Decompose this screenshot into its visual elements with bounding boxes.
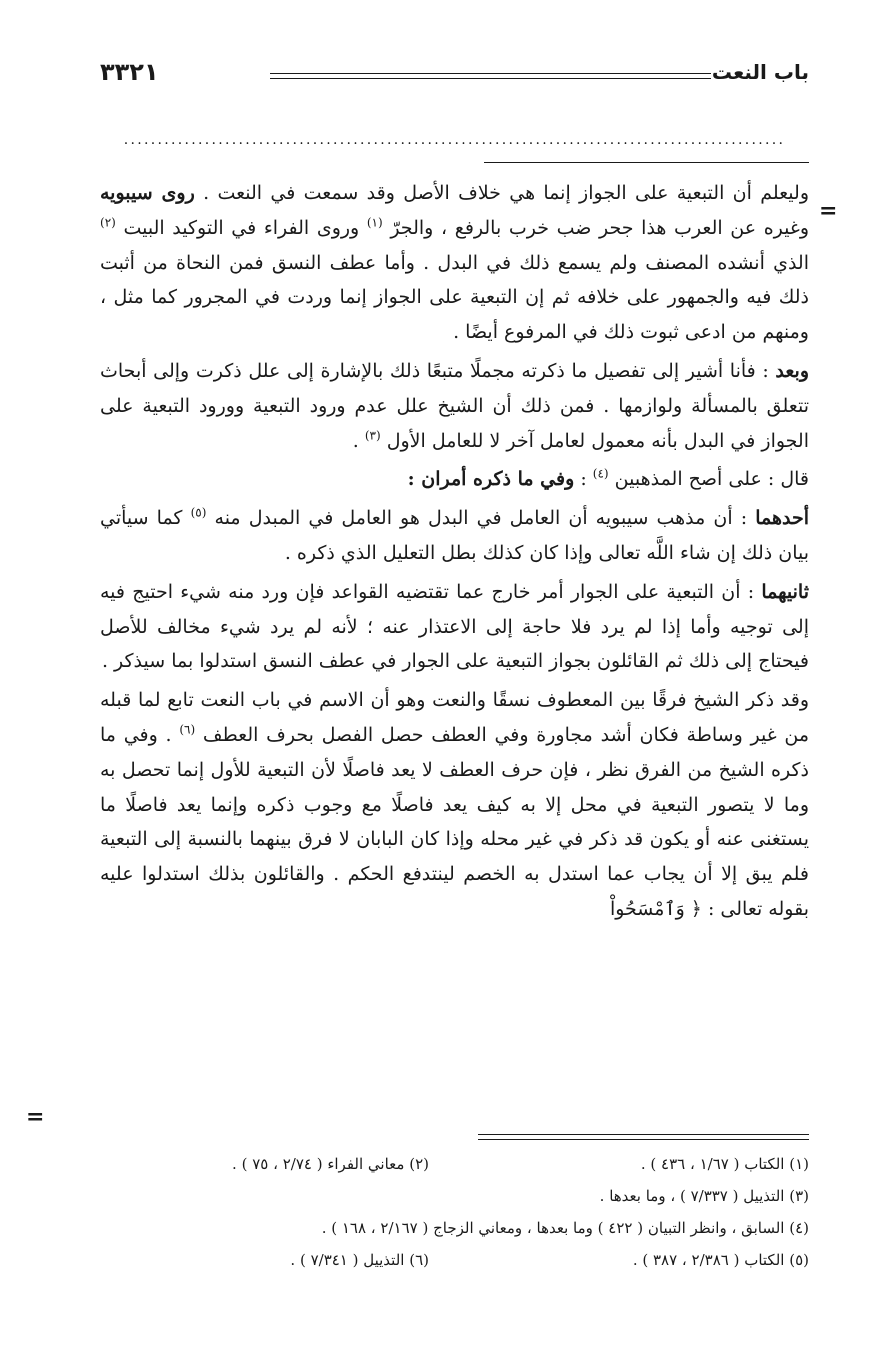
footnote: (١) الكتاب ( ١/٦٧ ، ٤٣٦ ) . — [640, 1155, 809, 1173]
text-span: قال : على أصح المذهبين — [614, 468, 809, 491]
running-header — [100, 56, 809, 96]
bold-term: وبعد — [775, 359, 809, 382]
continuation-mark-start: = — [819, 198, 838, 224]
bold-term: ثانيهما — [761, 580, 809, 603]
footnote-ref: (٥) — [190, 505, 207, 520]
text-span: وغيره عن العرب هذا جحر ضب خرب بالرفع ، والجرّ — [390, 216, 809, 239]
paragraph-1 — [100, 176, 809, 350]
footnote-rule-bottom — [478, 1139, 809, 1140]
footnote-line — [100, 1219, 809, 1237]
chapter-title: باب النعت — [711, 60, 809, 84]
text-span: الذي أنشده المصنف ولم يسمع ذلك في البدل . وأما عطف النسق فمن النحاة من أثبت ذلك فيه والجمهور على خلافه ثم إن التبعية على الجواز إنما وردت في المجرور كما مثل ، ومنهم من ادعى ثبوت ذلك في المرفوع أيضًا . — [100, 251, 809, 344]
footnote-ref: (٤) — [592, 467, 609, 482]
text-span: وليعلم أن التبعية على الجواز إنما هي خلاف الأصل وقد سمعت في النعت . — [203, 182, 809, 204]
paragraph-4 — [100, 501, 809, 571]
footnote-line — [100, 1251, 809, 1269]
paragraph-5 — [100, 575, 809, 679]
footnote: (٢) معاني الفراء ( ٢/٧٤ ، ٧٥ ) . — [232, 1155, 429, 1173]
footnote: (٦) التذييل ( ٧/٣٤١ ) . — [290, 1251, 429, 1269]
text-span: وروى الفراء في التوكيد البيت — [123, 216, 367, 239]
footnote-line — [100, 1187, 809, 1205]
section-rule — [484, 162, 809, 163]
dotted-separator: .................................................................................................. — [123, 132, 786, 148]
text-span: . — [352, 429, 365, 452]
text-span: : — [574, 468, 593, 491]
page-number: ٣٣٢١ — [100, 58, 159, 86]
continuation-mark-end: = — [26, 1104, 45, 1130]
paragraph-6 — [100, 683, 809, 927]
footnote: (٥) الكتاب ( ٢/٣٨٦ ، ٣٨٧ ) . — [632, 1251, 809, 1269]
paragraph-2 — [100, 354, 809, 458]
paragraph-3 — [100, 462, 809, 497]
footnote-ref: (٦) — [179, 722, 196, 737]
bold-term: وفي ما ذكره أمران : — [407, 468, 575, 491]
bold-term: روى سيبويه — [100, 182, 195, 204]
footnote: (٣) التذييل ( ٧/٣٣٧ ) ، وما بعدها . — [599, 1187, 809, 1205]
footnote-ref: (١) — [366, 215, 383, 230]
text-span: كما سيأتي بيان ذلك إن شاء اللَّه تعالى وإذا كان كذلك بطل التعليل الذي ذكره . — [100, 507, 809, 564]
footnote-line — [100, 1155, 809, 1173]
bold-term: أحدهما — [755, 507, 809, 530]
text-span: : أن التبعية على الجوار أمر خارج عما تقتضيه القواعد فإن ورد منه شيء احتيج فيه إلى توجيه وأما إذا لم يرد فلا حاجة إلى الاعتذار عنه ؛ لأنه لم يرد شيء مخالف للأصل فيحتاج إلى ذلك ثم القائلون بجواز التبعية على الجوار في عطف النسق استدلوا بما سيذكر . — [100, 580, 809, 673]
text-span: : فأنا أشير إلى تفصيل ما ذكرته مجملًا متبعًا ذلك بالإشارة إلى علل ذكرت وإلى أبحاث تتعلق بالمسألة ولوازمها . فمن ذلك أن الشيخ علل عدم ورود التبعية وورود التبعية على الجواز في البدل بأنه معمول لعامل آخر لا للعامل الأول — [100, 359, 809, 452]
header-rule-bottom — [270, 78, 711, 79]
text-span: وقد ذكر الشيخ فرقًا بين المعطوف نسقًا والنعت وهو أن الاسم في باب النعت تابع لما قبله من غير وساطة فكان أشد مجاورة وفي العطف حصل الفصل بحرف العطف — [100, 689, 810, 746]
footnote: (٤) السابق ، وانظر التبيان ( ٤٢٢ ) وما بعدها ، ومعاني الزجاج ( ٢/١٦٧ ، ١٦٨ ) . — [321, 1219, 809, 1237]
text-span: : أن مذهب سيبويه أن العامل في البدل هو العامل في المبدل منه — [214, 507, 756, 530]
footnote-rule-top — [478, 1134, 809, 1135]
main-text — [100, 176, 809, 927]
header-rule-top — [270, 73, 711, 74]
footnote-ref: (٢) — [100, 215, 116, 230]
footnote-ref: (٣) — [364, 428, 381, 443]
text-span: . وفي ما ذكره الشيخ من الفرق نظر ، فإن حرف العطف لا يعد فاصلًا لأن التبعية للأول إنما تحصل به وما لا يتصور التبعية في محل إلا به كيف يعد فاصلًا مع وجوب ذكره وإنما يعد فاصلًا ما يستغنى عنه أو يكون قد ذكر في غير محله وإذا كان البابان لا فرق بينهما بالنسبة إلى التبعية فلم يبق إلا أن يجاب عما استدل به الخصم لينتدفع الحكم . والقائلون بذلك استدلوا عليه بقوله تعالى : ﴿ وَٱمْسَحُواْ — [100, 723, 809, 920]
